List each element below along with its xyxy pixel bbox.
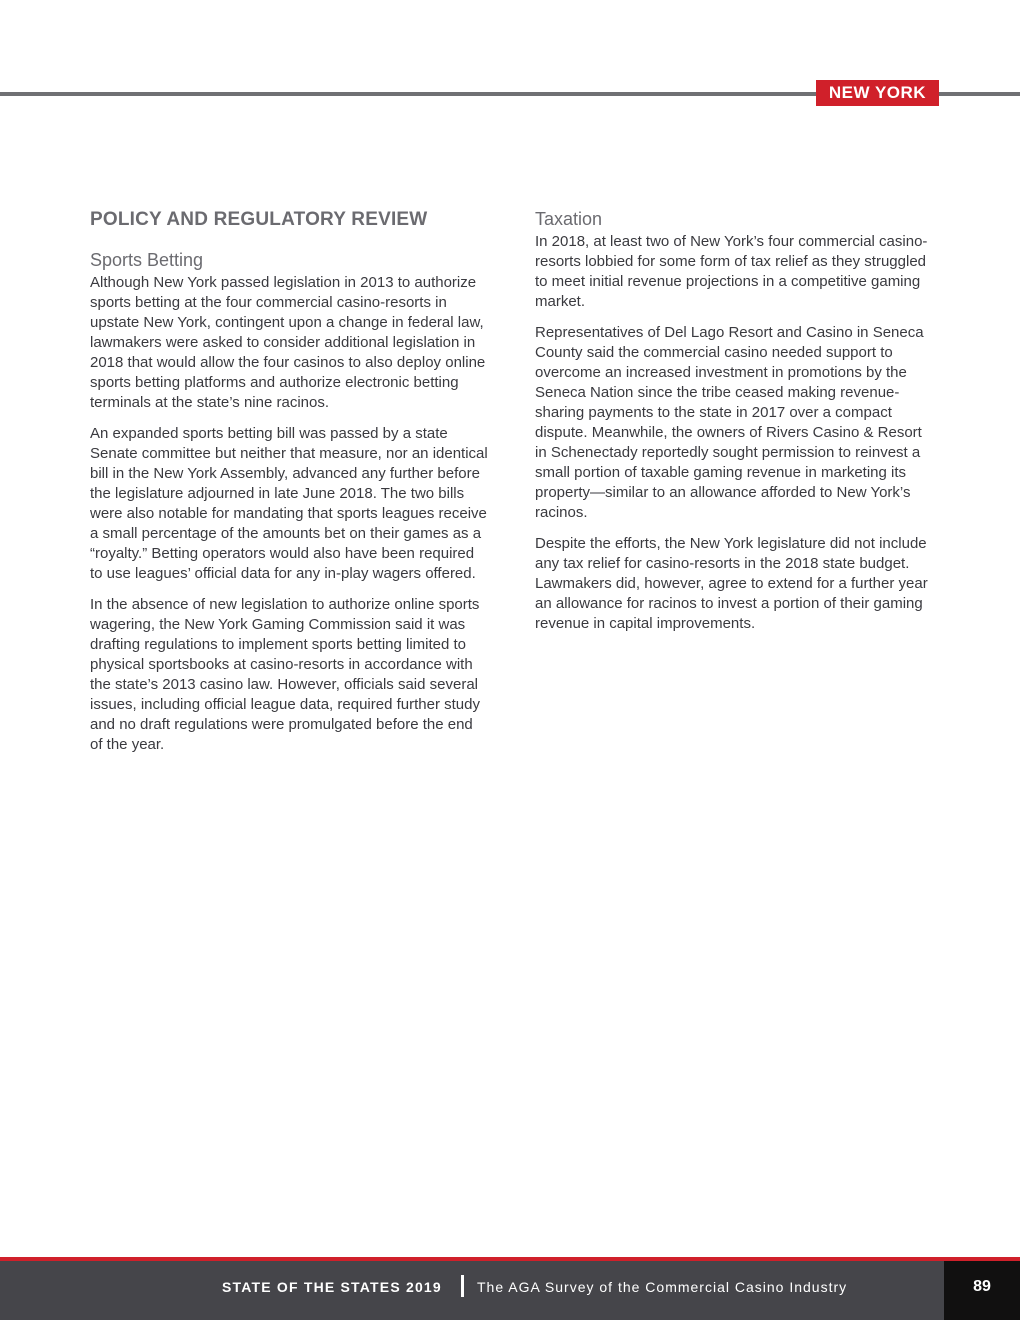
right-column [535, 206, 935, 645]
subhead-sports-betting: Sports Betting [90, 250, 204, 270]
left-column [90, 206, 488, 766]
paragraph: In 2018, at least two of New York’s four commercial casino-resorts lobbied for some form of tax relief as they struggled to meet initial revenue projections in a competitive gaming market. [535, 233, 928, 310]
subhead-taxation: Taxation [535, 209, 603, 229]
footer-report-title: STATE OF THE STATES 2019 [222, 1279, 442, 1295]
paragraph: Although New York passed legislation in 2013 to authorize sports betting at the four commercial casino-resorts in upstate New York, contingent upon a change in federal law, lawmakers were asked to consider additional legislation in 2018 that would allow the four casinos to also deploy online sports betting platforms and authorize electronic betting terminals at the state’s nine racinos. [90, 274, 486, 411]
paragraph: In the absence of new legislation to authorize online sports wagering, the New York Gaming Commission said it was drafting regulations to implement sports betting limited to physical sportsbooks at casino-resorts in accordance with the state’s 2013 casino law. However, officials said several issues, including official league data, required further study and no draft regulations were promulgated before the end of the year. [90, 596, 480, 753]
section-title: POLICY AND REGULATORY REVIEW [90, 209, 428, 230]
page-number: 89 [944, 1261, 1020, 1320]
paragraph: Representatives of Del Lago Resort and Casino in Seneca County said the commercial casino needed support to overcome an increased investment in promotions by the Seneca Nation since the tribe ceased making revenue-sharing payments to the state in 2017 over a compact dispute. Meanwhile, the owners of Rivers Casino & Resort in Schenectady reportedly sought permission to reinvest a small portion of taxable gaming revenue in marketing its property—similar to an allowance afforded to New York’s racinos. [535, 324, 924, 521]
state-tag: NEW YORK [816, 80, 939, 106]
footer-report-subtitle: The AGA Survey of the Commercial Casino Industry [477, 1279, 848, 1295]
footer-divider [461, 1275, 464, 1297]
paragraph: Despite the efforts, the New York legislature did not include any tax relief for casino-resorts in the 2018 state budget. Lawmakers did, however, agree to extend for a further year an allowance for racinos to invest a portion of their gaming revenue in capital improvements. [535, 535, 928, 632]
paragraph: An expanded sports betting bill was passed by a state Senate committee but neither that measure, nor an identical bill in the New York Assembly, advanced any further before the legislature adjourned in late June 2018. The two bills were also notable for mandating that sports leagues receive a small percentage of the amounts bet on their games as a “royalty.” Betting operators would also have been required to use leagues’ official data for any in-play wagers offered. [90, 425, 488, 582]
